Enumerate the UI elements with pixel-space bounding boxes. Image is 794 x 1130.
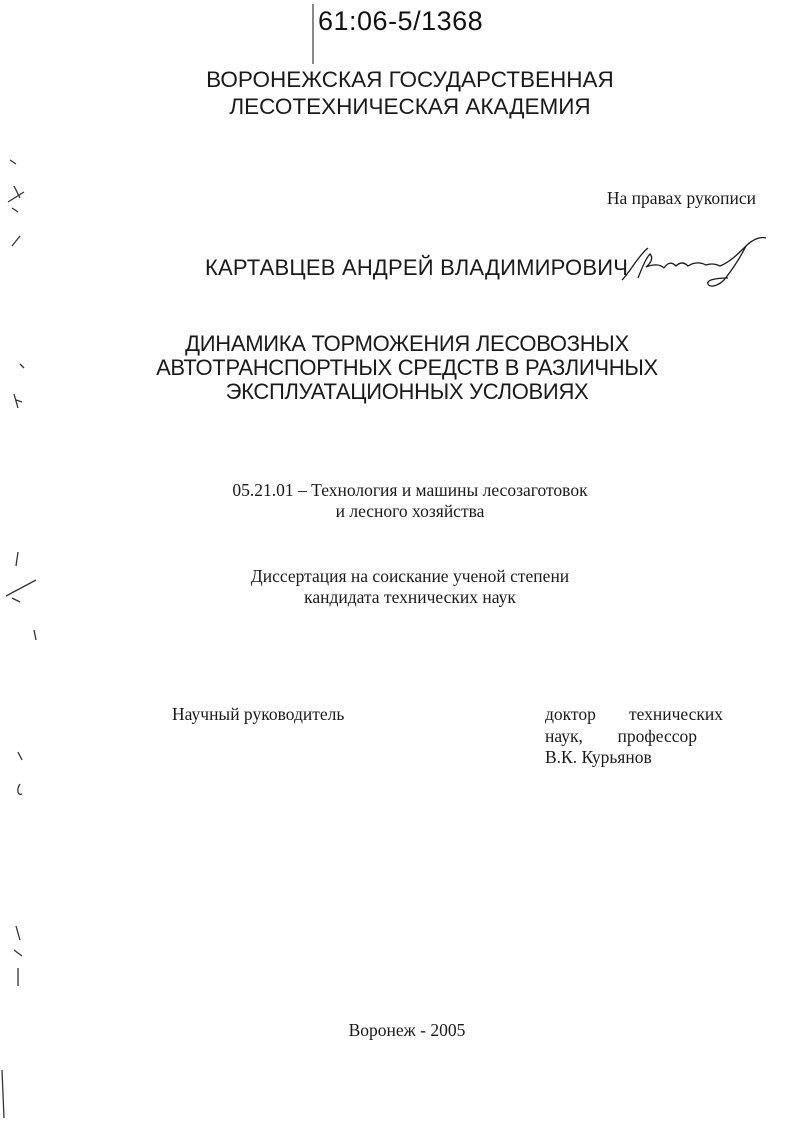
specialty-line-1: 05.21.01 – Технология и машины лесозаготовок [232,480,588,500]
supervisor-title-word-1: доктор [545,704,596,724]
supervisor-name: В.К. Курьянов [545,747,652,767]
degree-line-2: кандидата технических наук [304,587,516,607]
author-signature-image [620,234,770,292]
manuscript-note: На правах рукописи [606,188,756,208]
supervisor-info [545,704,723,769]
title-line-1: ДИНАМИКА ТОРМОЖЕНИЯ ЛЕСОВОЗНЫХ [185,331,629,356]
author-name: КАРТАВЦЕВ АНДРЕЙ ВЛАДИМИРОВИЧ [205,255,629,280]
dissertation-title [120,332,694,404]
institution-name [150,66,670,120]
specialty [150,480,670,522]
scan-margin-marks [0,150,50,1130]
archive-stamp-rule [312,4,314,64]
city-year: Воронеж - 2005 [348,1020,466,1040]
supervisor-title-line-2 [545,726,697,748]
title-line-2: АВТОТРАНСПОРТНЫХ СРЕДСТВ В РАЗЛИЧНЫХ [156,355,658,380]
title-line-3: ЭКСПЛУАТАЦИОННЫХ УСЛОВИЯХ [225,379,589,404]
institution-line-2: ЛЕСОТЕХНИЧЕСКАЯ АКАДЕМИЯ [229,94,591,119]
degree-line-1: Диссертация на соискание ученой степени [250,566,570,586]
supervisor-role: Научный руководитель [172,704,345,724]
supervisor-title-word-3: наук, [545,725,583,746]
degree-statement [150,566,670,608]
institution-line-1: ВОРОНЕЖСКАЯ ГОСУДАРСТВЕННАЯ [206,67,614,92]
archive-code: 61:06-5/1368 [318,6,484,36]
specialty-line-2: и лесного хозяйства [335,501,485,521]
supervisor-title-word-2: технических [628,704,723,724]
supervisor-title-line-1 [545,704,723,726]
supervisor-title-word-4: профессор [617,725,697,746]
